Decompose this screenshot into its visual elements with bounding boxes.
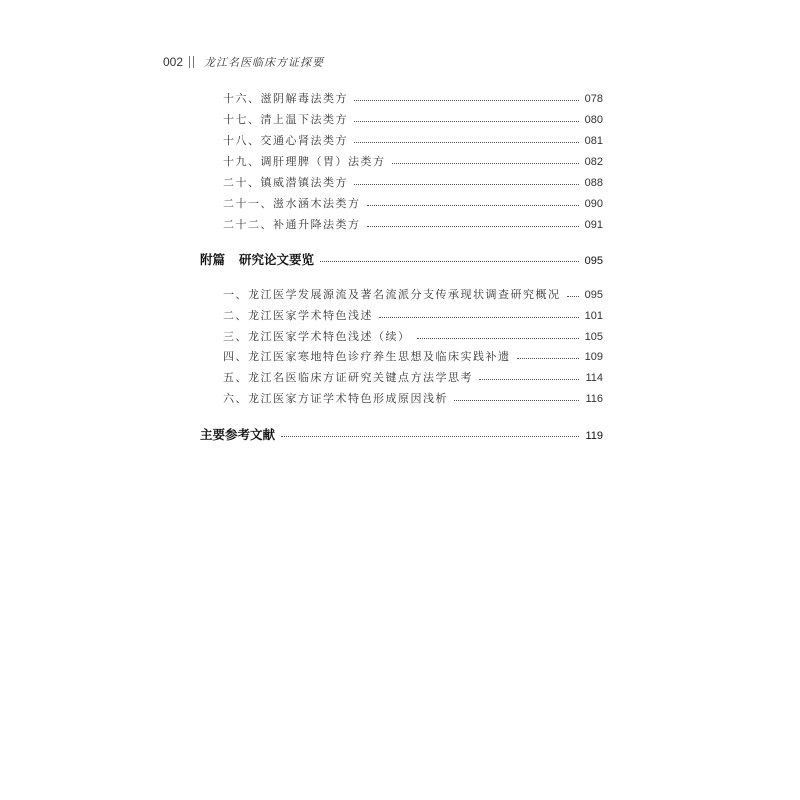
toc-entry-label: 三、龙江医家学术特色浅述（续） xyxy=(223,330,411,343)
leader-dots xyxy=(479,378,579,380)
toc-entry xyxy=(223,348,603,364)
references-title: 主要参考文献 xyxy=(200,427,276,442)
leader-dots xyxy=(354,99,579,101)
toc-entry-page: 081 xyxy=(584,135,603,147)
book-title: 龙江名医临床方证探要 xyxy=(204,56,325,69)
toc-entry-page: 095 xyxy=(584,289,603,301)
toc-entry xyxy=(223,307,603,323)
header-separator-mark xyxy=(189,56,194,68)
leader-dots xyxy=(417,337,579,339)
toc-entry-page: 088 xyxy=(584,177,603,189)
leader-dots xyxy=(354,183,579,185)
leader-dots xyxy=(281,435,579,437)
toc-entry-page: 090 xyxy=(584,198,603,210)
toc-entry xyxy=(223,195,603,211)
leader-dots xyxy=(454,399,579,401)
toc-entry xyxy=(223,390,603,406)
toc-entry-page: 114 xyxy=(585,372,603,384)
leader-dots xyxy=(392,162,579,164)
leader-dots xyxy=(320,260,579,262)
leader-dots xyxy=(367,204,579,206)
leader-dots xyxy=(367,225,579,227)
leader-dots xyxy=(567,295,579,297)
toc-entry-page: 116 xyxy=(585,393,603,405)
toc-entry-label: 六、龙江医家方证学术特色形成原因浅析 xyxy=(223,392,448,405)
toc-entry xyxy=(223,90,603,106)
toc-entry xyxy=(223,369,603,385)
toc-entry-label: 五、龙江名医临床方证研究关键点方法学思考 xyxy=(223,371,473,384)
toc-appendix-heading xyxy=(200,250,603,268)
toc-entry-label: 二十一、滋水涵木法类方 xyxy=(223,197,361,210)
appendix-prefix: 附篇 xyxy=(200,252,226,267)
toc-entry-label: 十八、交通心肾法类方 xyxy=(223,134,348,147)
toc-entry xyxy=(223,132,603,148)
toc-entry-page: 109 xyxy=(584,351,603,363)
toc-entry xyxy=(223,328,603,344)
appendix-page: 095 xyxy=(584,255,603,267)
toc-entry-label: 二、龙江医家学术特色浅述 xyxy=(223,309,373,322)
appendix-title: 研究论文要览 xyxy=(239,252,315,267)
toc-entry-label: 十六、滋阴解毒法类方 xyxy=(223,92,348,105)
toc-entry-label: 二十二、补通升降法类方 xyxy=(223,218,361,231)
references-page: 119 xyxy=(585,430,603,442)
toc-entry-label: 四、龙江医家寒地特色诊疗养生思想及临床实践补遗 xyxy=(223,350,511,363)
page-number: 002 xyxy=(163,55,184,69)
toc-entry xyxy=(223,216,603,232)
leader-dots xyxy=(517,357,579,359)
toc-entry-page: 078 xyxy=(584,93,603,105)
toc-entry xyxy=(223,111,603,127)
toc-entry-page: 080 xyxy=(584,114,603,126)
toc-entry-label: 一、龙江医学发展源流及著名流派分支传承现状调查研究概况 xyxy=(223,288,561,301)
toc-entry xyxy=(223,174,603,190)
leader-dots xyxy=(379,316,579,318)
toc-entry-label: 十九、调肝理脾（胃）法类方 xyxy=(223,155,386,168)
toc-entry-page: 101 xyxy=(584,310,603,322)
toc-entry-label: 二十、镇威潜镇法类方 xyxy=(223,176,348,189)
toc-entry xyxy=(223,153,603,169)
appendix-label xyxy=(200,250,314,268)
toc-entry xyxy=(223,286,603,302)
toc-entry-page: 105 xyxy=(584,331,603,343)
toc-entry-label: 十七、清上温下法类方 xyxy=(223,113,348,126)
running-header xyxy=(163,54,324,70)
leader-dots xyxy=(354,120,579,122)
toc-entry-page: 091 xyxy=(584,219,603,231)
toc-entry-page: 082 xyxy=(584,156,603,168)
toc-references-heading xyxy=(200,425,603,443)
leader-dots xyxy=(354,141,579,143)
